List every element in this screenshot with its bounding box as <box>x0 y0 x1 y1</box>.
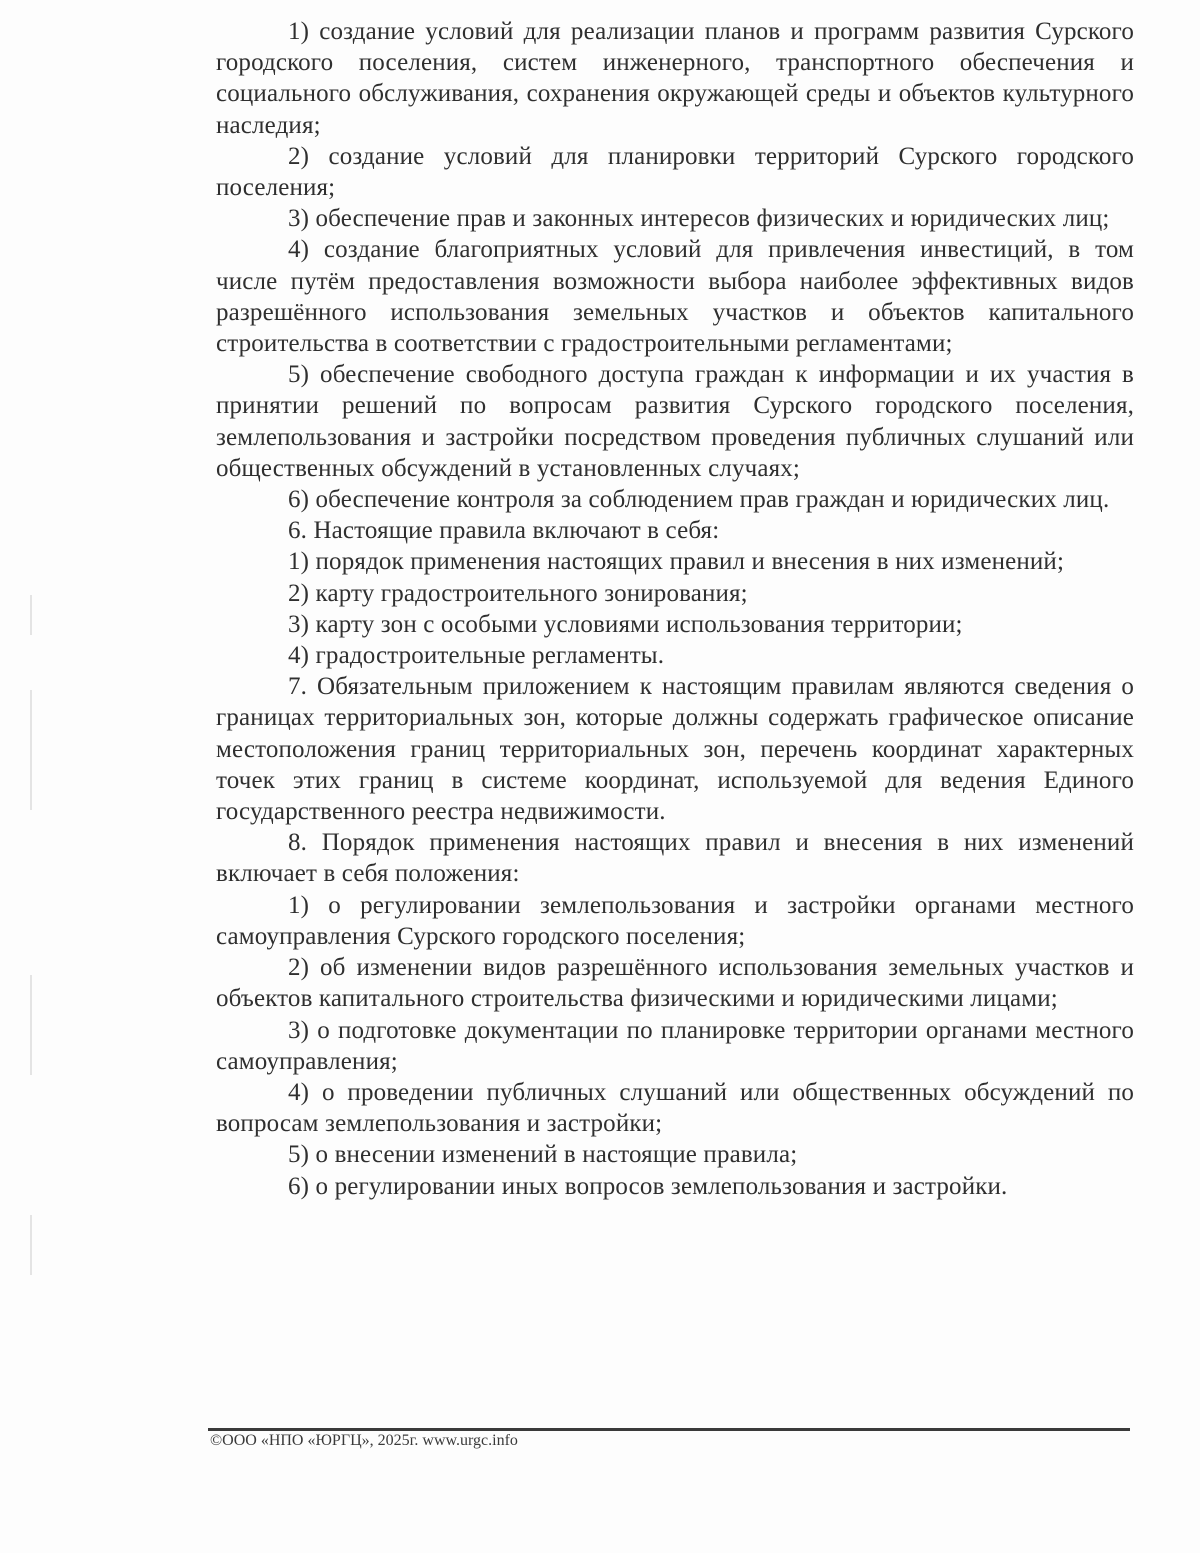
list-item: 5) о внесении изменений в настоящие правила; <box>288 1141 798 1169</box>
list-item: 4) о проведении публичных слушаний или общественных обсуждений по вопросам землепользования и застройки; <box>216 1078 1134 1138</box>
list-item: 1) порядок применения настоящих правил и внесения в них изменений; <box>288 548 1065 576</box>
list-item: 3) о подготовке документации по планировке территории органами местного самоуправления; <box>216 1016 1134 1075</box>
list-item: 4) градостроительные регламенты. <box>288 642 665 670</box>
section-paragraph: 8. Порядок применения настоящих правил и внесения в них изменений включает в себя положения: <box>216 829 1134 888</box>
list-item: 6) обеспечение контроля за соблюдением прав граждан и юридических лиц. <box>288 486 1110 514</box>
list-item: 2) создание условий для планировки территорий Сурского городского поселения; <box>216 142 1134 202</box>
document-body <box>216 16 1134 1202</box>
footer-divider <box>208 1428 1130 1431</box>
scan-artifact <box>30 975 32 1075</box>
list-item: 1) создание условий для реализации планов и программ развития Сурского городского поселения, систем инженерного, транспортного обеспечения и социального обслуживания, сохранения окружающей среды и объектов культурного наследия; <box>216 18 1134 139</box>
list-item: 2) об изменении видов разрешённого использования земельных участков и объектов капитального строительства физическими и юридическими лицами; <box>216 954 1134 1013</box>
list-item: 1) о регулировании землепользования и застройки органами местного самоуправления Сурского городского поселения; <box>216 891 1134 950</box>
list-item: 4) создание благоприятных условий для привлечения инвестиций, в том числе путём предоставления возможности выбора наиболее эффективных видов разрешённого использования земельных участков и объектов капитального строительства в соответствии с градостроительными регламентами; <box>216 236 1134 358</box>
scan-artifact <box>30 1215 32 1275</box>
list-item: 6) о регулировании иных вопросов землепользования и застройки. <box>288 1172 1008 1200</box>
section-paragraph: 6. Настоящие правила включают в себя: <box>288 517 720 545</box>
scan-artifact <box>30 690 32 810</box>
footer-copyright: ©ООО «НПО «ЮРГЦ», 2025г. www.urgc.info <box>210 1432 518 1449</box>
list-item: 3) обеспечение прав и законных интересов физических и юридических лиц; <box>288 205 1110 233</box>
scan-artifact <box>30 595 32 635</box>
list-item: 3) карту зон с особыми условиями использования территории; <box>288 610 963 638</box>
section-paragraph: 7. Обязательным приложением к настоящим правилам являются сведения о границах территориальных зон, которые должны содержать графическое описание местоположения границ территориальных зон, перечень координат характерных точек этих границ в системе координат, используемой для ведения Единого государственного реестра недвижимости. <box>216 673 1134 826</box>
list-item: 5) обеспечение свободного доступа граждан к информации и их участия в принятии решений по вопросам развития Сурского городского поселения, землепользования и застройки посредством проведения публичных слушаний или общественных обсуждений в установленных случаях; <box>216 361 1134 482</box>
list-item: 2) карту градостроительного зонирования; <box>288 579 748 607</box>
